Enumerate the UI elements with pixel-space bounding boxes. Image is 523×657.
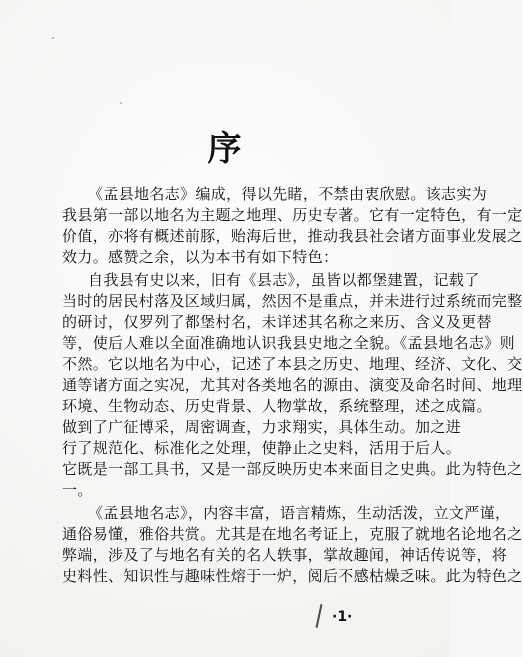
page-number: ·1· [332,609,353,625]
text-line: 等，使后人难以全面准确地认识我县史地之全貌。《孟县地名志》则 [62,334,516,352]
text-line: 效力。感赞之余，以为本书有如下特色： [62,248,339,266]
text-line: 自我县有史以来，旧有《县志》，虽皆以都堡建置，记载了 [88,271,480,289]
text-line: 的研讨，仅罗列了都堡村名，未详述其名称之来历、含义及更替 [62,313,492,331]
scan-speck [405,538,407,540]
text-line: 不然。它以地名为中心，记述了本县之历史、地理、经济、文化、交 [62,355,523,373]
scan-speck [52,37,54,39]
text-line: 通俗易懂，雅俗共赏。尤其是在地名考证上，克服了就地名论地名之 [62,525,523,543]
text-line: 史料性、知识性与趣味性熔于一炉，阅后不感枯燥乏味。此为特色之 [62,567,523,585]
text-line: 价值，亦将有概述前豚，贻海后世，推动我县社会诸方面事业发展之 [62,227,523,245]
text-line: 做到了广征博采，周密调查，力求翔实，具体生动。加之进 [62,418,462,436]
text-line: 我县第一部以地名为主题之地理、历史专著。它有一定特色，有一定 [62,206,523,224]
handwritten-mark [316,604,323,628]
text-line: 通等诸方面之实况，尤其对各类地名的源由、演变及命名时间、地理 [62,376,523,394]
text-line: 它既是一部工具书，又是一部反映历史本来面目之史典。此为特色之 [62,460,523,478]
text-line: 一。 [62,481,93,499]
text-line: 弊端，涉及了与地名有关的名人轶事，掌故趣闻，神话传说等，将 [62,546,508,564]
document-body [62,184,523,587]
text-line: 当时的居民村落及区域归属，然因不是重点，并未进行过系统而完整 [62,292,523,310]
scan-speck [120,102,122,104]
text-line: 环境、生物动态、历史背景、人物掌故，系统整理，述之成篇。 [62,397,492,415]
document-title: 序 [207,129,243,169]
text-line: 《孟县地名志》编成，得以先睹，不禁由衷欣慰。该志实为 [88,185,488,203]
text-line: 《孟县地名志》，内容丰富，语言精炼，生动活泼，立文严谨， [88,504,511,522]
text-line: 行了规范化、标准化之处理，使静止之史料，活用于后人。 [62,439,462,457]
